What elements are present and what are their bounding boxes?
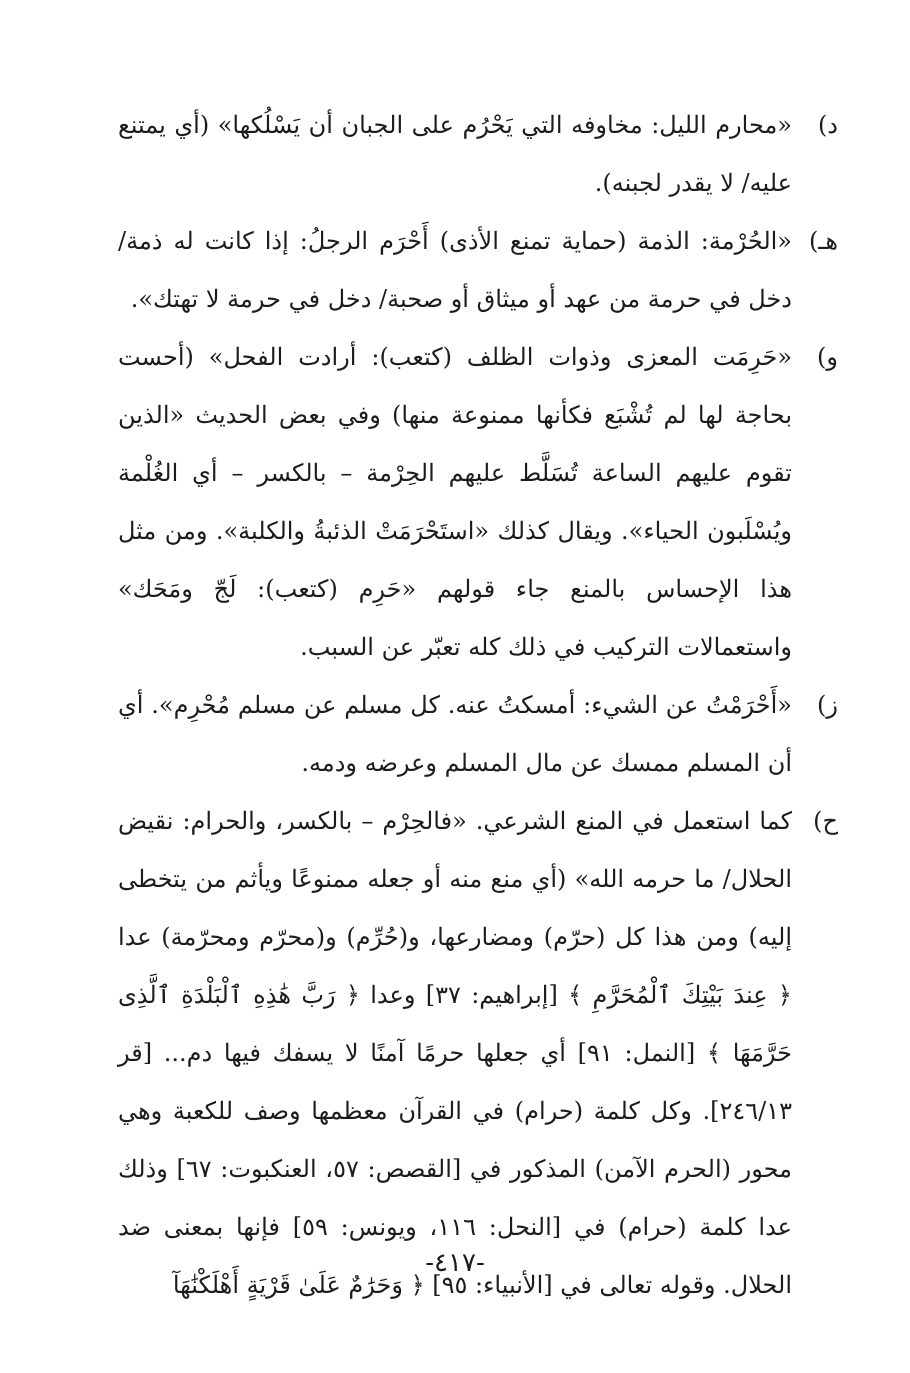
entry-marker: ز) [817,691,838,719]
entry-waw [118,328,838,676]
entry-text: «محارم الليل: مخاوفه التي يَحْرُم على الجبان أن يَسْلُكها» (أي يمتنع عليه/ لا يقدر لجبنه). [118,111,792,197]
entry-he [118,212,838,328]
entry-marker: د) [817,111,838,139]
entry-text: كما استعمل في المنع الشرعي. «فالحِرْم – بالكسر، والحرام: نقيض الحلال/ ما حرمه الله» (أي منع منه أو جعله ممنوعًا ويأثم من يتخطى إليه) ومن هذا كل (حرّم) ومضارعها، و(حُرِّم) و(محرّم ومحرّمة) عدا ﴿ عِندَ بَيْتِكَ ٱلْمُحَرَّمِ ﴾ [إبراهيم: ٣٧] وعدا ﴿ رَبَّ هَٰذِهِ ٱلْبَلْدَةِ ٱلَّذِى حَرَّمَهَا ﴾ [النمل: ٩١] أي جعلها حرمًا آمنًا لا يسفك فيها دم... [قر ٢٤٦/١٣]. وكل كلمة (حرام) في القرآن معظمها وصف للكعبة وهي محور (الحرم الآمن) المذكور في [القصص: ٥٧، العنكبوت: ٦٧] وذلك عدا كلمة (حرام) في [النحل: ١١٦، ويونس: ٥٩] فإنها بمعنى ضد الحلال. وقوله تعالى في [الأنبياء: ٩٥] ﴿ وَحَرَٰمٌ عَلَىٰ قَرْيَةٍ أَهْلَكْنَٰهَآ [118,807,793,1299]
entry-zay [118,676,838,792]
entry-text: «الحُرْمة: الذمة (حماية تمنع الأذى) أَحْرَم الرجلُ: إذا كانت له ذمة/ دخل في حرمة من عهد أو ميثاق أو صحبة/ دخل في حرمة لا تهتك». [118,227,792,313]
entry-text: «أَحْرَمْتُ عن الشيء: أمسكتُ عنه. كل مسلم عن مسلم مُحْرِم». أي أن المسلم ممسك عن مال المسلم وعرضه ودمه. [118,691,792,777]
entry-d [118,96,838,212]
entry-ha [118,792,838,1314]
entry-marker: ح) [813,807,838,835]
entry-marker: و) [817,343,838,371]
page-number: -٤١٧- [425,1248,485,1278]
entry-marker: هـ) [808,227,838,255]
entry-text: «حَرِمَت المعزى وذوات الظلف (كتعب): أرادت الفحل» (أحست بحاجة لها لم تُشْبَع فكأنها ممنوعة منها) وفي بعض الحديث «الذين تقوم عليهم الساعة تُسَلَّط عليهم الحِرْمة – بالكسر – أي الغُلْمة ويُسْلَبون الحياء». ويقال كذلك «استَحْرَمَتْ الذئبةُ والكلبة». ومن مثل هذا الإحساس بالمنع جاء قولهم «حَرِم (كتعب): لَجّ ومَحَك» واستعمالات التركيب في ذلك كله تعبّر عن السبب. [118,343,792,661]
page-body [118,96,838,1314]
